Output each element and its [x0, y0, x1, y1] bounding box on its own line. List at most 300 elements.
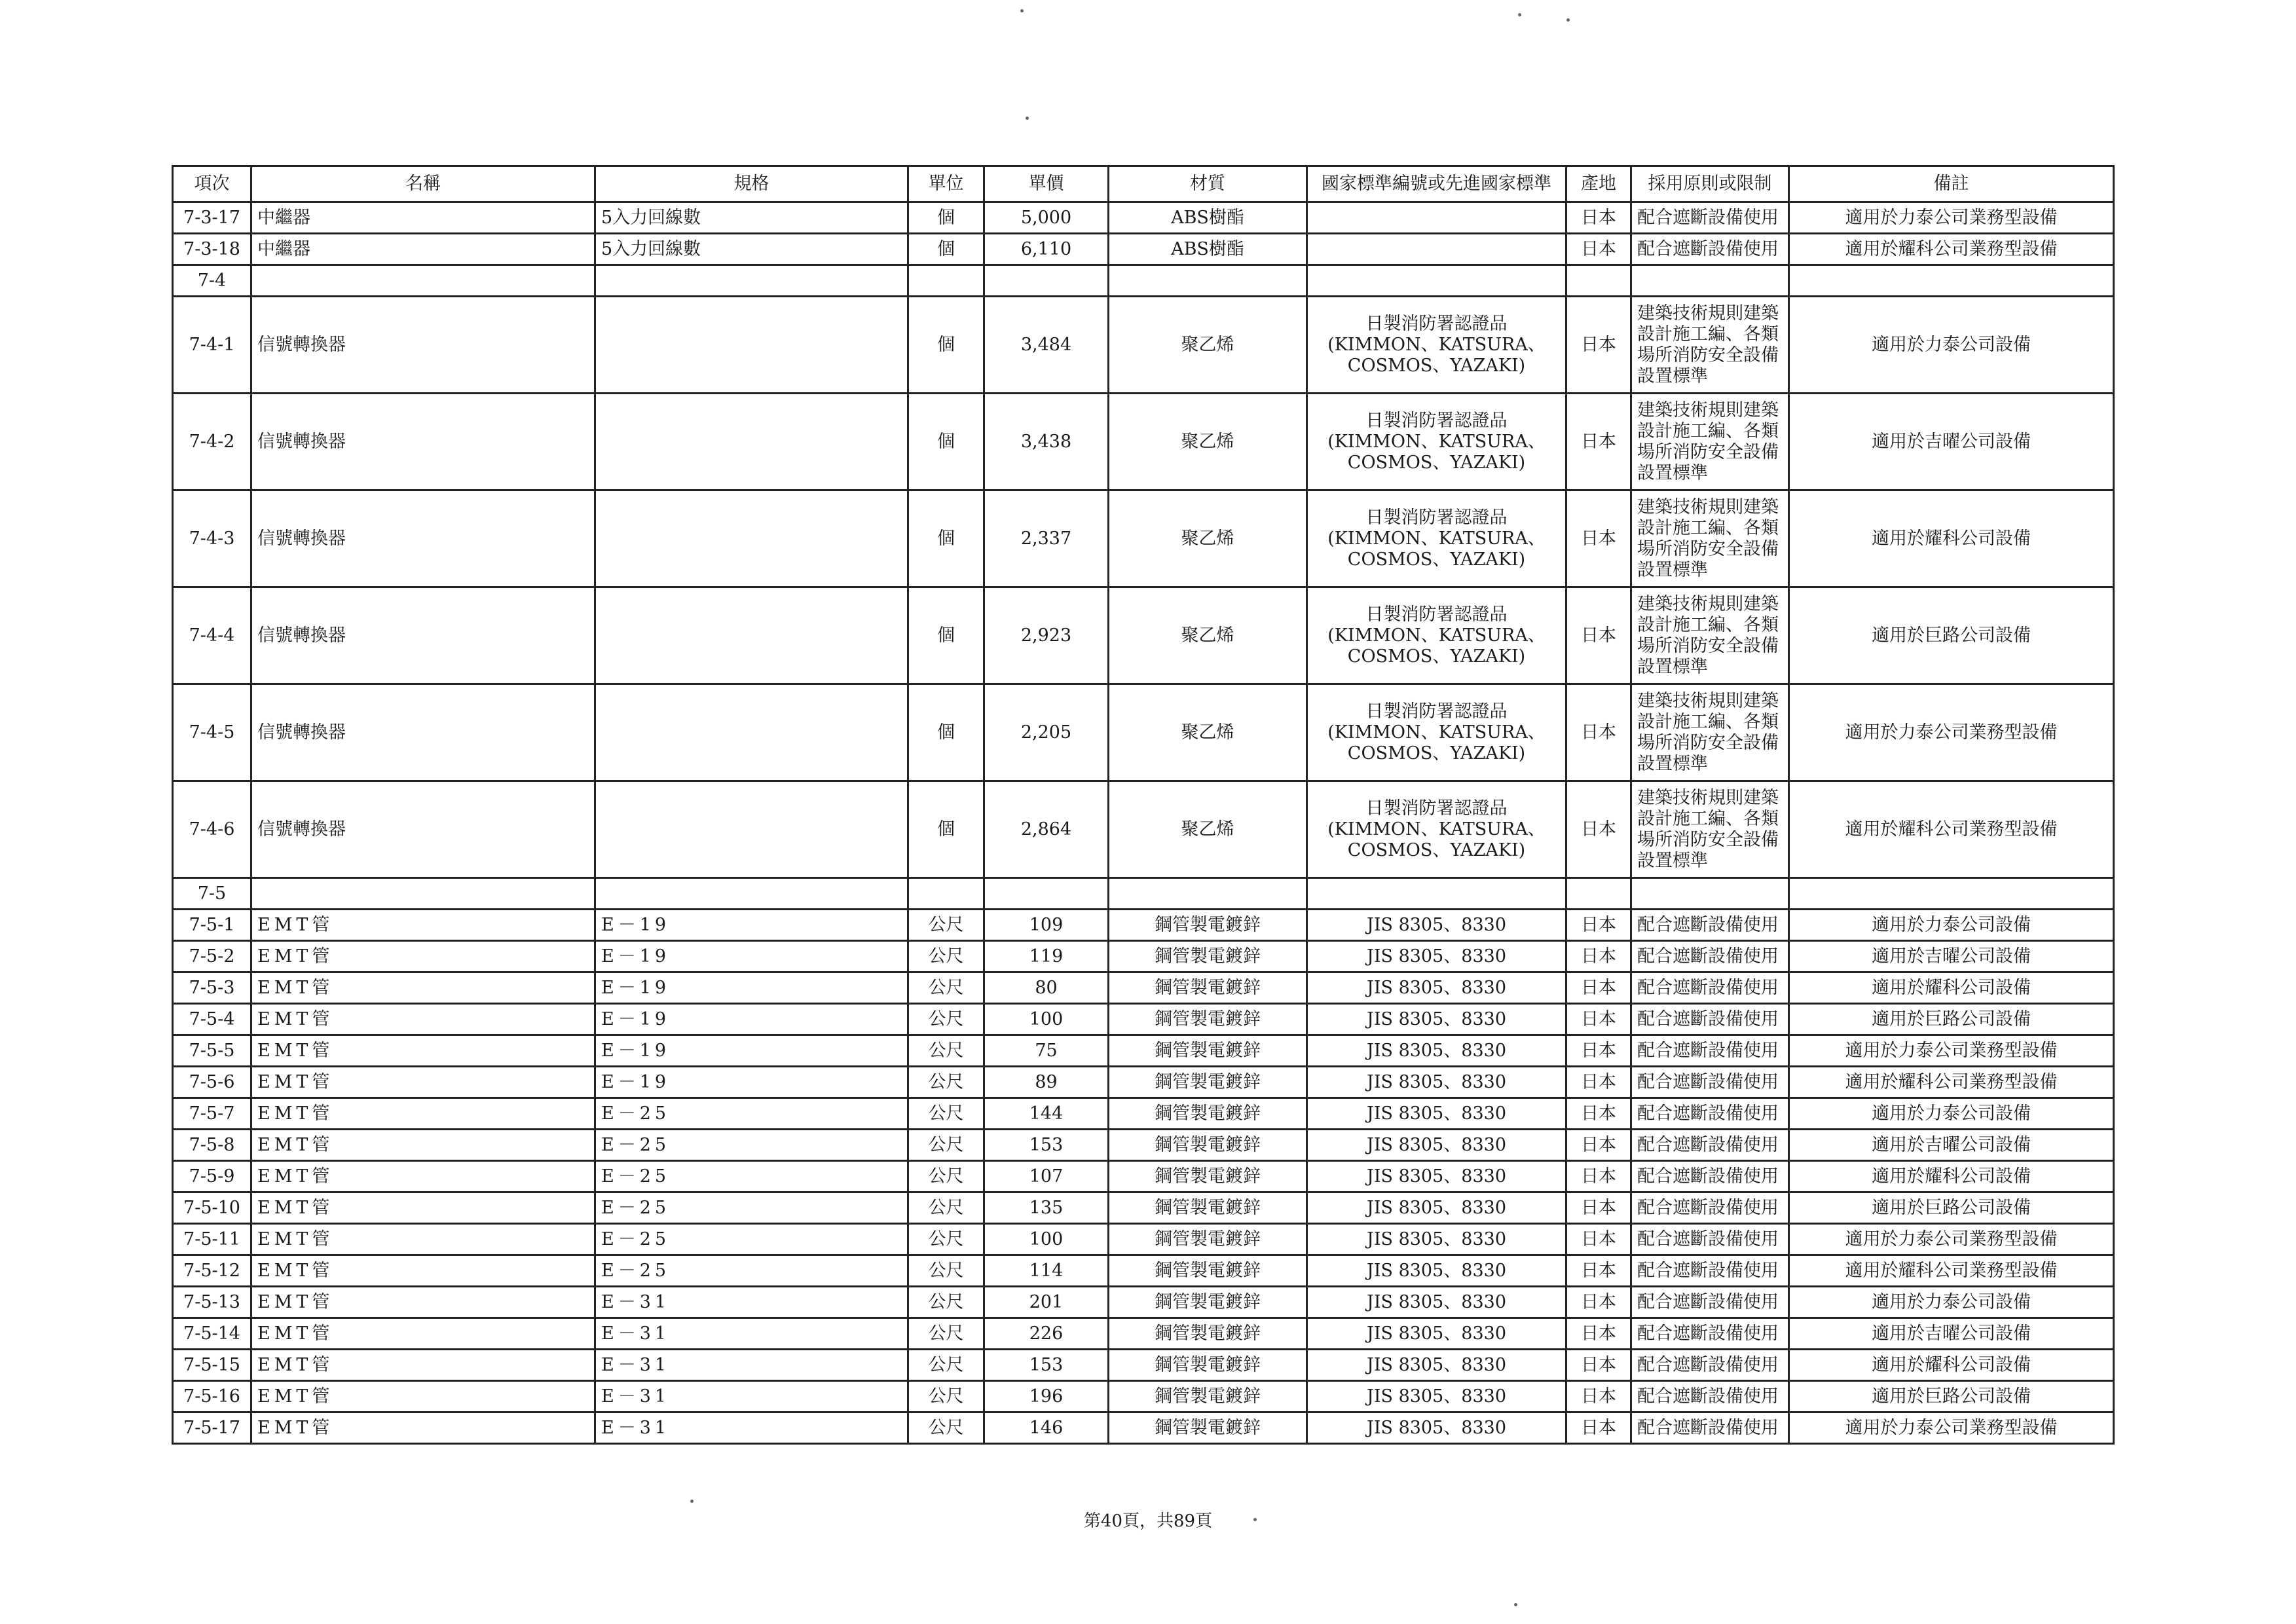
cell-principle: 配合遮斷設備使用	[1631, 1224, 1789, 1255]
cell-spec: E－25	[595, 1255, 908, 1287]
cell-spec: E－31	[595, 1412, 908, 1444]
cell-unit-price: 114	[984, 1255, 1109, 1287]
cell-spec: E－19	[595, 941, 908, 972]
cell-item-no: 7-4	[173, 265, 251, 297]
cell-standard: JIS 8305、8330	[1307, 1381, 1566, 1412]
cell-item-no: 7-5-14	[173, 1318, 251, 1350]
cell-standard	[1307, 265, 1566, 297]
cell-origin: 日本	[1566, 1350, 1631, 1381]
cell-unit: 個	[908, 297, 984, 394]
cell-unit: 公尺	[908, 1381, 984, 1412]
table-row	[173, 684, 2114, 781]
cell-spec: E－31	[595, 1350, 908, 1381]
table-row	[173, 490, 2114, 587]
cell-standard: 日製消防署認證品(KIMMON、KATSURA、COSMOS、YAZAKI)	[1307, 490, 1566, 587]
table-row	[173, 265, 2114, 297]
cell-name: 信號轉換器	[251, 781, 595, 878]
col-header-spec: 規格	[595, 166, 908, 202]
cell-name: EMT管	[251, 1192, 595, 1224]
cell-remarks: 適用於耀科公司業務型設備	[1789, 1067, 2114, 1098]
cell-remarks: 適用於耀科公司業務型設備	[1789, 234, 2114, 265]
scan-speck	[690, 1500, 694, 1503]
header-row	[173, 166, 2114, 202]
cell-standard: 日製消防署認證品(KIMMON、KATSURA、COSMOS、YAZAKI)	[1307, 781, 1566, 878]
cell-unit-price	[984, 265, 1109, 297]
cell-unit: 公尺	[908, 1004, 984, 1035]
cell-remarks: 適用於耀科公司設備	[1789, 490, 2114, 587]
cell-material: 鋼管製電鍍鋅	[1109, 1255, 1307, 1287]
cell-standard: JIS 8305、8330	[1307, 1098, 1566, 1130]
col-header-unit: 單位	[908, 166, 984, 202]
cell-material: 鋼管製電鍍鋅	[1109, 1192, 1307, 1224]
cell-origin: 日本	[1566, 1287, 1631, 1318]
cell-unit-price: 2,337	[984, 490, 1109, 587]
cell-spec: E－19	[595, 910, 908, 941]
cell-name: EMT管	[251, 1318, 595, 1350]
cell-item-no: 7-5-11	[173, 1224, 251, 1255]
cell-name: 信號轉換器	[251, 394, 595, 490]
cell-material: 鋼管製電鍍鋅	[1109, 1130, 1307, 1161]
cell-standard: JIS 8305、8330	[1307, 1350, 1566, 1381]
cell-principle: 建築技術規則建築設計施工編、各類場所消防安全設備設置標準	[1631, 587, 1789, 684]
cell-standard: JIS 8305、8330	[1307, 1224, 1566, 1255]
cell-name: EMT管	[251, 1004, 595, 1035]
cell-standard: JIS 8305、8330	[1307, 1318, 1566, 1350]
cell-unit: 個	[908, 394, 984, 490]
table-row	[173, 878, 2114, 910]
table-row	[173, 1318, 2114, 1350]
cell-origin: 日本	[1566, 394, 1631, 490]
col-header-standard: 國家標準編號或先進國家標準	[1307, 166, 1566, 202]
cell-unit-price: 135	[984, 1192, 1109, 1224]
cell-remarks	[1789, 265, 2114, 297]
cell-unit-price: 226	[984, 1318, 1109, 1350]
cell-material: 聚乙烯	[1109, 587, 1307, 684]
cell-unit: 個	[908, 684, 984, 781]
cell-origin: 日本	[1566, 202, 1631, 234]
cell-item-no: 7-5-5	[173, 1035, 251, 1067]
table-row	[173, 1381, 2114, 1412]
cell-unit: 公尺	[908, 1412, 984, 1444]
cell-name: EMT管	[251, 1381, 595, 1412]
cell-material: 聚乙烯	[1109, 297, 1307, 394]
cell-unit-price: 2,864	[984, 781, 1109, 878]
cell-material: 聚乙烯	[1109, 684, 1307, 781]
cell-unit-price: 80	[984, 972, 1109, 1004]
cell-standard: JIS 8305、8330	[1307, 1067, 1566, 1098]
cell-unit: 公尺	[908, 1192, 984, 1224]
cell-remarks: 適用於巨路公司設備	[1789, 587, 2114, 684]
cell-material: 聚乙烯	[1109, 490, 1307, 587]
cell-origin: 日本	[1566, 1035, 1631, 1067]
cell-standard: 日製消防署認證品(KIMMON、KATSURA、COSMOS、YAZAKI)	[1307, 587, 1566, 684]
cell-unit-price: 153	[984, 1130, 1109, 1161]
cell-standard: JIS 8305、8330	[1307, 1255, 1566, 1287]
cell-unit: 個	[908, 490, 984, 587]
cell-material: 鋼管製電鍍鋅	[1109, 1161, 1307, 1192]
cell-name	[251, 265, 595, 297]
cell-material: 鋼管製電鍍鋅	[1109, 1067, 1307, 1098]
cell-material: 鋼管製電鍍鋅	[1109, 1287, 1307, 1318]
cell-spec: 5入力回線數	[595, 202, 908, 234]
cell-standard	[1307, 234, 1566, 265]
cell-item-no: 7-5	[173, 878, 251, 910]
cell-material	[1109, 878, 1307, 910]
cell-item-no: 7-4-1	[173, 297, 251, 394]
cell-standard: JIS 8305、8330	[1307, 972, 1566, 1004]
table-row	[173, 781, 2114, 878]
table-row	[173, 941, 2114, 972]
cell-unit-price: 107	[984, 1161, 1109, 1192]
cell-item-no: 7-4-5	[173, 684, 251, 781]
cell-standard: 日製消防署認證品(KIMMON、KATSURA、COSMOS、YAZAKI)	[1307, 394, 1566, 490]
cell-item-no: 7-5-8	[173, 1130, 251, 1161]
cell-standard: JIS 8305、8330	[1307, 1130, 1566, 1161]
cell-origin: 日本	[1566, 910, 1631, 941]
cell-item-no: 7-5-2	[173, 941, 251, 972]
cell-principle: 配合遮斷設備使用	[1631, 1287, 1789, 1318]
cell-material: 鋼管製電鍍鋅	[1109, 972, 1307, 1004]
cell-remarks: 適用於吉曜公司設備	[1789, 1318, 2114, 1350]
cell-material: 鋼管製電鍍鋅	[1109, 1381, 1307, 1412]
cell-origin: 日本	[1566, 1224, 1631, 1255]
cell-origin: 日本	[1566, 1098, 1631, 1130]
scan-speck	[1566, 18, 1570, 22]
cell-spec: E－19	[595, 1035, 908, 1067]
cell-spec: E－25	[595, 1130, 908, 1161]
cell-unit-price: 89	[984, 1067, 1109, 1098]
cell-material: 鋼管製電鍍鋅	[1109, 1035, 1307, 1067]
cell-remarks: 適用於巨路公司設備	[1789, 1004, 2114, 1035]
cell-unit: 公尺	[908, 1224, 984, 1255]
cell-remarks: 適用於巨路公司設備	[1789, 1381, 2114, 1412]
cell-remarks: 適用於耀科公司設備	[1789, 1161, 2114, 1192]
cell-unit-price: 100	[984, 1004, 1109, 1035]
col-header-material: 材質	[1109, 166, 1307, 202]
cell-remarks: 適用於耀科公司設備	[1789, 972, 2114, 1004]
cell-spec: E－31	[595, 1318, 908, 1350]
cell-unit-price: 109	[984, 910, 1109, 941]
cell-material: 鋼管製電鍍鋅	[1109, 910, 1307, 941]
cell-name: EMT管	[251, 1035, 595, 1067]
cell-origin: 日本	[1566, 297, 1631, 394]
cell-origin	[1566, 265, 1631, 297]
cell-principle: 配合遮斷設備使用	[1631, 202, 1789, 234]
cell-principle: 配合遮斷設備使用	[1631, 1381, 1789, 1412]
cell-principle: 配合遮斷設備使用	[1631, 1350, 1789, 1381]
cell-name: EMT管	[251, 972, 595, 1004]
cell-remarks: 適用於力泰公司業務型設備	[1789, 1035, 2114, 1067]
cell-standard: JIS 8305、8330	[1307, 1192, 1566, 1224]
table-body	[173, 202, 2114, 1444]
cell-principle: 配合遮斷設備使用	[1631, 1192, 1789, 1224]
table-row	[173, 1224, 2114, 1255]
table-row	[173, 1192, 2114, 1224]
table-row	[173, 1350, 2114, 1381]
cell-name: 信號轉換器	[251, 297, 595, 394]
cell-principle: 配合遮斷設備使用	[1631, 910, 1789, 941]
cell-unit	[908, 265, 984, 297]
table-row	[173, 1255, 2114, 1287]
cell-standard	[1307, 878, 1566, 910]
cell-unit-price: 153	[984, 1350, 1109, 1381]
cell-remarks	[1789, 878, 2114, 910]
cell-spec	[595, 587, 908, 684]
cell-standard: JIS 8305、8330	[1307, 1412, 1566, 1444]
cell-name: EMT管	[251, 1161, 595, 1192]
col-header-remarks: 備註	[1789, 166, 2114, 202]
cell-material: 鋼管製電鍍鋅	[1109, 1318, 1307, 1350]
cell-principle: 建築技術規則建築設計施工編、各類場所消防安全設備設置標準	[1631, 394, 1789, 490]
cell-origin: 日本	[1566, 490, 1631, 587]
cell-spec: E－19	[595, 972, 908, 1004]
cell-item-no: 7-5-16	[173, 1381, 251, 1412]
cell-name	[251, 878, 595, 910]
col-header-item-no: 項次	[173, 166, 251, 202]
cell-unit-price: 119	[984, 941, 1109, 972]
cell-origin: 日本	[1566, 781, 1631, 878]
cell-item-no: 7-4-4	[173, 587, 251, 684]
cell-unit: 個	[908, 234, 984, 265]
cell-standard	[1307, 202, 1566, 234]
cell-origin: 日本	[1566, 1067, 1631, 1098]
cell-principle: 建築技術規則建築設計施工編、各類場所消防安全設備設置標準	[1631, 684, 1789, 781]
cell-principle: 配合遮斷設備使用	[1631, 234, 1789, 265]
cell-name: EMT管	[251, 1412, 595, 1444]
cell-material: 聚乙烯	[1109, 394, 1307, 490]
cell-item-no: 7-5-9	[173, 1161, 251, 1192]
cell-unit	[908, 878, 984, 910]
cell-origin: 日本	[1566, 1255, 1631, 1287]
cell-principle: 建築技術規則建築設計施工編、各類場所消防安全設備設置標準	[1631, 781, 1789, 878]
cell-material: ABS樹酯	[1109, 202, 1307, 234]
cell-item-no: 7-5-17	[173, 1412, 251, 1444]
cell-unit: 公尺	[908, 910, 984, 941]
cell-standard: JIS 8305、8330	[1307, 941, 1566, 972]
table-row	[173, 910, 2114, 941]
cell-principle: 配合遮斷設備使用	[1631, 1412, 1789, 1444]
col-header-principle: 採用原則或限制	[1631, 166, 1789, 202]
table-row	[173, 202, 2114, 234]
table-row	[173, 1130, 2114, 1161]
cell-unit-price: 3,484	[984, 297, 1109, 394]
cell-principle: 配合遮斷設備使用	[1631, 1318, 1789, 1350]
cell-unit: 公尺	[908, 941, 984, 972]
cell-unit-price: 100	[984, 1224, 1109, 1255]
cell-item-no: 7-5-3	[173, 972, 251, 1004]
cell-unit: 公尺	[908, 1035, 984, 1067]
cell-principle: 配合遮斷設備使用	[1631, 1035, 1789, 1067]
cell-unit: 公尺	[908, 972, 984, 1004]
cell-remarks: 適用於力泰公司設備	[1789, 297, 2114, 394]
cell-name: 信號轉換器	[251, 684, 595, 781]
cell-item-no: 7-5-7	[173, 1098, 251, 1130]
table-row	[173, 1098, 2114, 1130]
cell-spec	[595, 781, 908, 878]
cell-unit: 公尺	[908, 1067, 984, 1098]
cell-remarks: 適用於巨路公司設備	[1789, 1192, 2114, 1224]
cell-remarks: 適用於力泰公司設備	[1789, 1287, 2114, 1318]
table-row	[173, 394, 2114, 490]
cell-remarks: 適用於吉曜公司設備	[1789, 941, 2114, 972]
cell-remarks: 適用於吉曜公司設備	[1789, 1130, 2114, 1161]
cell-spec	[595, 394, 908, 490]
cell-standard: JIS 8305、8330	[1307, 1287, 1566, 1318]
cell-item-no: 7-4-2	[173, 394, 251, 490]
cell-name: 中繼器	[251, 234, 595, 265]
cell-name: 信號轉換器	[251, 587, 595, 684]
cell-spec: E－19	[595, 1067, 908, 1098]
cell-spec: E－25	[595, 1161, 908, 1192]
cell-unit: 個	[908, 781, 984, 878]
cell-unit-price: 6,110	[984, 234, 1109, 265]
table-row	[173, 1412, 2114, 1444]
cell-material: ABS樹酯	[1109, 234, 1307, 265]
cell-spec	[595, 490, 908, 587]
cell-principle: 配合遮斷設備使用	[1631, 1161, 1789, 1192]
cell-item-no: 7-5-6	[173, 1067, 251, 1098]
cell-unit: 公尺	[908, 1287, 984, 1318]
cell-remarks: 適用於耀科公司設備	[1789, 1350, 2114, 1381]
cell-remarks: 適用於力泰公司業務型設備	[1789, 202, 2114, 234]
price-table	[172, 165, 2115, 1445]
cell-unit: 公尺	[908, 1255, 984, 1287]
cell-item-no: 7-4-3	[173, 490, 251, 587]
cell-remarks: 適用於耀科公司業務型設備	[1789, 781, 2114, 878]
cell-unit: 個	[908, 587, 984, 684]
table-row	[173, 297, 2114, 394]
cell-item-no: 7-5-13	[173, 1287, 251, 1318]
cell-item-no: 7-5-12	[173, 1255, 251, 1287]
cell-principle	[1631, 878, 1789, 910]
scan-speck	[1253, 1518, 1257, 1521]
cell-principle: 配合遮斷設備使用	[1631, 1067, 1789, 1098]
cell-spec: E－25	[595, 1192, 908, 1224]
cell-name: EMT管	[251, 1350, 595, 1381]
cell-remarks: 適用於力泰公司設備	[1789, 910, 2114, 941]
cell-name: EMT管	[251, 910, 595, 941]
cell-spec: E－31	[595, 1287, 908, 1318]
cell-origin: 日本	[1566, 972, 1631, 1004]
cell-material: 鋼管製電鍍鋅	[1109, 1098, 1307, 1130]
table-row	[173, 1161, 2114, 1192]
cell-spec: E－31	[595, 1381, 908, 1412]
table-row	[173, 1035, 2114, 1067]
scan-speck	[1518, 13, 1521, 16]
cell-item-no: 7-4-6	[173, 781, 251, 878]
cell-standard: JIS 8305、8330	[1307, 1161, 1566, 1192]
cell-spec: E－25	[595, 1098, 908, 1130]
cell-unit-price: 75	[984, 1035, 1109, 1067]
cell-name: EMT管	[251, 941, 595, 972]
cell-material	[1109, 265, 1307, 297]
cell-name: 信號轉換器	[251, 490, 595, 587]
cell-unit-price: 144	[984, 1098, 1109, 1130]
cell-standard: JIS 8305、8330	[1307, 1035, 1566, 1067]
cell-origin: 日本	[1566, 234, 1631, 265]
cell-standard: JIS 8305、8330	[1307, 1004, 1566, 1035]
cell-origin: 日本	[1566, 1004, 1631, 1035]
scan-speck	[1020, 9, 1024, 12]
cell-principle: 配合遮斷設備使用	[1631, 941, 1789, 972]
cell-item-no: 7-5-10	[173, 1192, 251, 1224]
cell-principle: 建築技術規則建築設計施工編、各類場所消防安全設備設置標準	[1631, 490, 1789, 587]
page-footer: 第40頁，共89頁	[1083, 1511, 1213, 1531]
cell-spec	[595, 878, 908, 910]
cell-remarks: 適用於耀科公司業務型設備	[1789, 1255, 2114, 1287]
cell-unit-price: 5,000	[984, 202, 1109, 234]
cell-principle	[1631, 265, 1789, 297]
table-row	[173, 1287, 2114, 1318]
table-row	[173, 1067, 2114, 1098]
cell-name: EMT管	[251, 1224, 595, 1255]
cell-name: EMT管	[251, 1255, 595, 1287]
cell-standard: JIS 8305、8330	[1307, 910, 1566, 941]
table-row	[173, 972, 2114, 1004]
cell-principle: 配合遮斷設備使用	[1631, 1255, 1789, 1287]
cell-remarks: 適用於力泰公司設備	[1789, 1098, 2114, 1130]
cell-name: EMT管	[251, 1130, 595, 1161]
cell-origin	[1566, 878, 1631, 910]
cell-origin: 日本	[1566, 1192, 1631, 1224]
cell-origin: 日本	[1566, 684, 1631, 781]
cell-spec: 5入力回線數	[595, 234, 908, 265]
cell-unit-price: 146	[984, 1412, 1109, 1444]
cell-standard: 日製消防署認證品(KIMMON、KATSURA、COSMOS、YAZAKI)	[1307, 297, 1566, 394]
cell-origin: 日本	[1566, 1412, 1631, 1444]
cell-unit-price: 196	[984, 1381, 1109, 1412]
cell-material: 鋼管製電鍍鋅	[1109, 1412, 1307, 1444]
cell-unit: 公尺	[908, 1130, 984, 1161]
cell-unit-price: 2,923	[984, 587, 1109, 684]
cell-item-no: 7-3-18	[173, 234, 251, 265]
cell-principle: 配合遮斷設備使用	[1631, 1098, 1789, 1130]
cell-remarks: 適用於吉曜公司設備	[1789, 394, 2114, 490]
table-row	[173, 587, 2114, 684]
cell-item-no: 7-5-4	[173, 1004, 251, 1035]
cell-standard: 日製消防署認證品(KIMMON、KATSURA、COSMOS、YAZAKI)	[1307, 684, 1566, 781]
cell-spec	[595, 297, 908, 394]
cell-unit: 公尺	[908, 1318, 984, 1350]
col-header-origin: 產地	[1566, 166, 1631, 202]
scan-speck	[1026, 117, 1029, 120]
cell-remarks: 適用於力泰公司業務型設備	[1789, 1412, 2114, 1444]
cell-principle: 建築技術規則建築設計施工編、各類場所消防安全設備設置標準	[1631, 297, 1789, 394]
table-row	[173, 1004, 2114, 1035]
cell-unit-price: 201	[984, 1287, 1109, 1318]
cell-item-no: 7-3-17	[173, 202, 251, 234]
cell-name: EMT管	[251, 1098, 595, 1130]
col-header-name: 名稱	[251, 166, 595, 202]
cell-name: EMT管	[251, 1287, 595, 1318]
cell-origin: 日本	[1566, 1130, 1631, 1161]
cell-material: 鋼管製電鍍鋅	[1109, 941, 1307, 972]
cell-spec	[595, 684, 908, 781]
cell-material: 聚乙烯	[1109, 781, 1307, 878]
cell-unit: 公尺	[908, 1350, 984, 1381]
cell-name: EMT管	[251, 1067, 595, 1098]
cell-unit-price	[984, 878, 1109, 910]
cell-material: 鋼管製電鍍鋅	[1109, 1224, 1307, 1255]
cell-unit: 公尺	[908, 1098, 984, 1130]
cell-spec: E－25	[595, 1224, 908, 1255]
cell-principle: 配合遮斷設備使用	[1631, 1130, 1789, 1161]
table-row	[173, 234, 2114, 265]
cell-item-no: 7-5-15	[173, 1350, 251, 1381]
cell-spec: E－19	[595, 1004, 908, 1035]
cell-origin: 日本	[1566, 941, 1631, 972]
cell-material: 鋼管製電鍍鋅	[1109, 1004, 1307, 1035]
